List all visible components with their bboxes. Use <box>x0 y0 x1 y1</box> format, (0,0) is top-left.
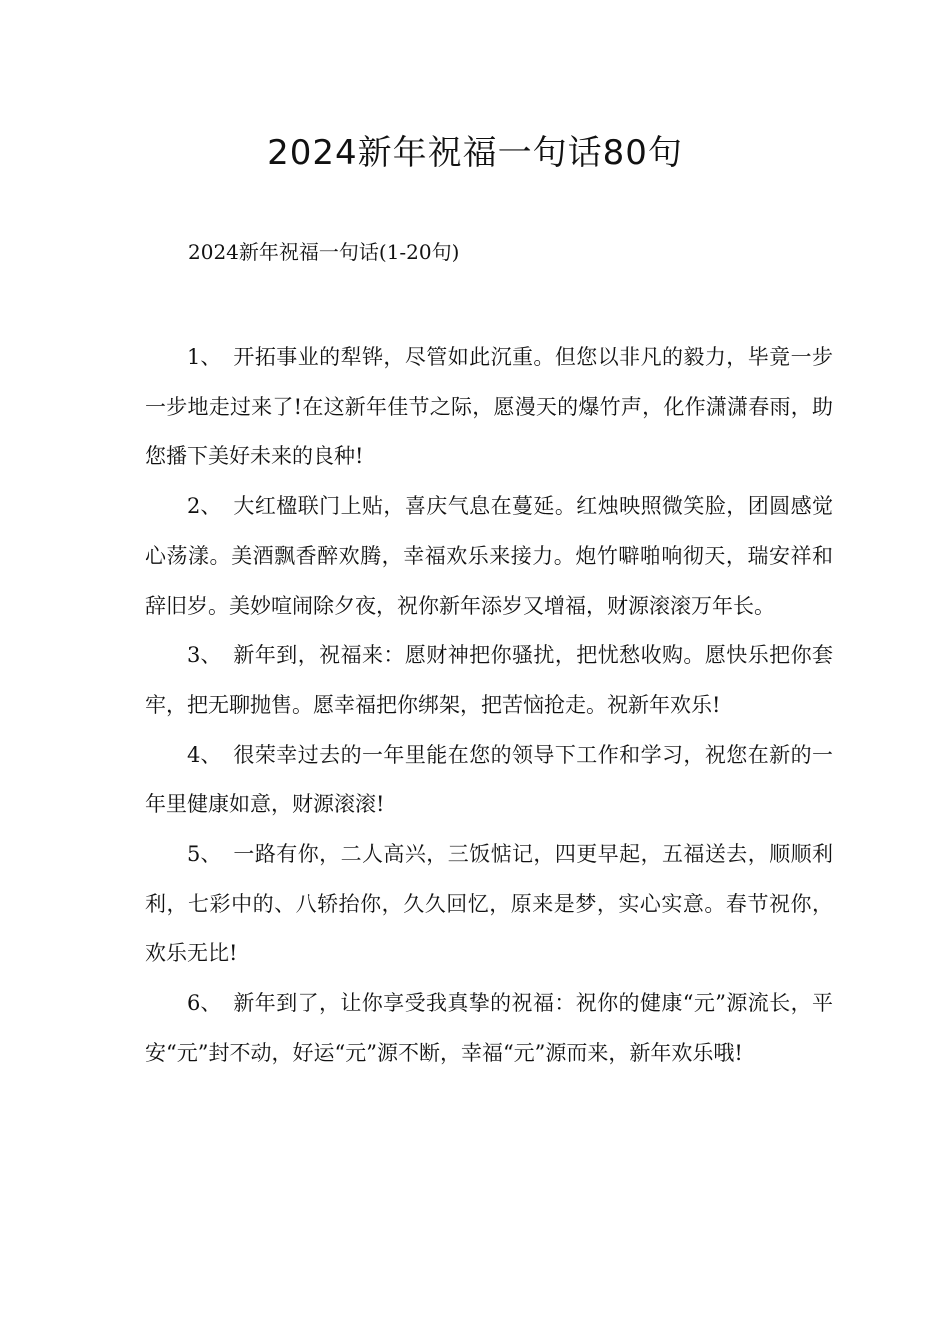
item-text: 一路有你，二人高兴，三饭惦记，四更早起，五福送去，顺顺利利，七彩中的、八轿抬你，久久回忆，原来是梦，实心实意。春节祝你，欢乐无比! <box>145 842 833 966</box>
item-number: 5、 <box>187 842 222 867</box>
paragraph-item-6 <box>145 979 833 1078</box>
item-number: 2、 <box>187 494 222 519</box>
item-text: 大红楹联门上贴，喜庆气息在蔓延。红烛映照微笑脸，团圆感觉心荡漾。美酒飘香醉欢腾，幸福欢乐来接力。炮竹噼啪响彻天，瑞安祥和辞旧岁。美妙喧闹除夕夜，祝你新年添岁又增福，财源滚滚万年长。 <box>145 494 833 618</box>
paragraph-item-1 <box>145 333 833 482</box>
item-number: 1、 <box>187 345 222 369</box>
item-text: 开拓事业的犁铧，尽管如此沉重。但您以非凡的毅力，毕竟一步一步地走过来了!在这新年佳节之际，愿漫天的爆竹声，化作潇潇春雨，助您播下美好未来的良种! <box>145 345 833 469</box>
item-number: 6、 <box>187 991 222 1016</box>
section-heading: 2024新年祝福一句话(1-20句) <box>188 240 460 264</box>
document-title: 2024新年祝福一句话80句 <box>267 133 683 173</box>
paragraph-item-3 <box>145 631 833 730</box>
paragraph-item-4 <box>145 731 833 830</box>
document-body <box>145 333 833 1079</box>
paragraph-item-5 <box>145 830 833 979</box>
item-number: 3、 <box>187 643 222 668</box>
paragraph-item-2 <box>145 482 833 631</box>
item-text: 新年到了，让你享受我真挚的祝福：祝你的健康“元”源流长，平安“元”封不动，好运“元”源不断，幸福“元”源而来，新年欢乐哦! <box>145 991 833 1065</box>
item-number: 4、 <box>187 742 222 767</box>
item-text: 新年到，祝福来：愿财神把你骚扰，把忧愁收购。愿快乐把你套牢，把无聊抛售。愿幸福把你绑架，把苦恼抢走。祝新年欢乐! <box>145 643 833 717</box>
item-text: 很荣幸过去的一年里能在您的领导下工作和学习，祝您在新的一年里健康如意，财源滚滚! <box>145 742 833 817</box>
